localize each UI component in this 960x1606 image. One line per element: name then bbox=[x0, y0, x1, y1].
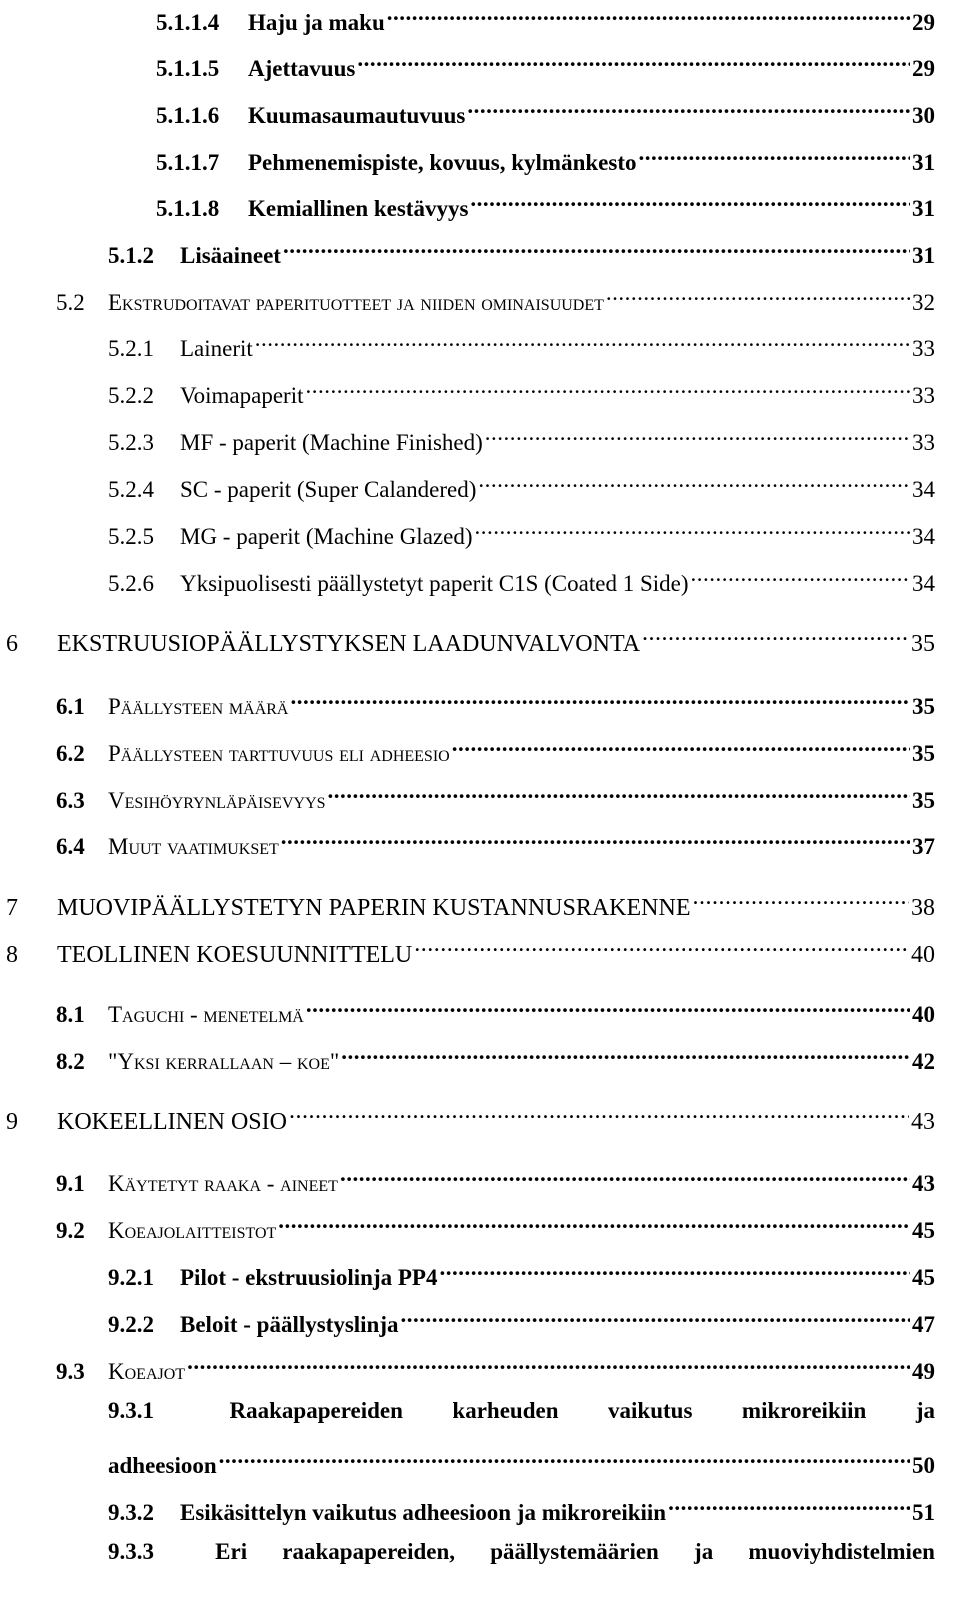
toc-entry bbox=[6, 885, 935, 921]
toc-page-number: 34 bbox=[912, 524, 935, 549]
dot-leader bbox=[283, 233, 910, 263]
toc-title-word: vaikutus bbox=[608, 1398, 693, 1423]
toc-title: Ekstrudoitavat paperituotteet ja niiden ominaisuudet bbox=[108, 290, 604, 315]
toc-title: Pilot - ekstruusiolinja PP4 bbox=[180, 1265, 438, 1290]
toc-number: 9.3.2 bbox=[108, 1500, 154, 1525]
toc-title: Yksipuolisesti päällystetyt paperit C1S (Coated 1 Side) bbox=[180, 571, 689, 596]
toc-number: 9.3.3 bbox=[108, 1539, 154, 1564]
toc-entry bbox=[56, 824, 935, 859]
toc-number: 9.2.1 bbox=[108, 1265, 154, 1290]
toc-number: 8.1 bbox=[56, 1002, 85, 1027]
dot-leader bbox=[281, 824, 910, 854]
toc-title: KOKEELLINEN OSIO bbox=[57, 1109, 287, 1135]
toc-title-word: muoviyhdistelmien bbox=[748, 1539, 935, 1564]
toc-number: 7 bbox=[6, 895, 18, 921]
toc-number: 9.2.2 bbox=[108, 1312, 154, 1337]
toc-title: Esikäsittelyn vaikutus adheesioon ja mikroreikiin bbox=[180, 1500, 667, 1525]
toc-title: Kemiallinen kestävyys bbox=[248, 196, 469, 221]
toc-title: MG - paperit (Machine Glazed) bbox=[180, 524, 473, 549]
dot-leader bbox=[638, 140, 910, 170]
toc-title: Haju ja maku bbox=[248, 10, 385, 35]
toc-page-number: 38 bbox=[911, 895, 935, 921]
toc-title: Muut vaatimukset bbox=[108, 834, 279, 859]
toc-title: Ajettavuus bbox=[248, 56, 356, 81]
toc-number: 5.2.4 bbox=[108, 477, 154, 502]
toc-entry-line1 bbox=[108, 1396, 935, 1426]
toc-entry bbox=[108, 561, 935, 596]
toc-title: SC - paperit (Super Calandered) bbox=[180, 477, 477, 502]
toc-title-word: raakapapereiden, bbox=[282, 1539, 456, 1564]
toc-entry bbox=[56, 684, 935, 719]
dot-leader bbox=[187, 1349, 910, 1379]
dot-leader bbox=[401, 1302, 910, 1332]
dot-leader bbox=[467, 93, 910, 123]
toc-title: Voimapaperit bbox=[180, 383, 304, 408]
toc-page-number: 33 bbox=[912, 336, 935, 361]
toc-number: 6.2 bbox=[56, 741, 85, 766]
toc-page-number: 33 bbox=[912, 383, 935, 408]
toc-entry bbox=[6, 621, 935, 657]
toc-title-word: ja bbox=[915, 1398, 935, 1423]
dot-leader bbox=[328, 778, 910, 808]
toc-page-number: 49 bbox=[912, 1359, 935, 1384]
toc-entry bbox=[108, 514, 935, 549]
dot-leader bbox=[606, 280, 910, 310]
toc-number: 6.4 bbox=[56, 834, 85, 859]
toc-number: 9.3 bbox=[56, 1359, 85, 1384]
dot-leader bbox=[668, 1490, 910, 1520]
dot-leader bbox=[306, 992, 910, 1022]
toc-number: 8.2 bbox=[56, 1049, 85, 1074]
toc-title: Käytetyt raaka - aineet bbox=[108, 1171, 338, 1196]
toc-entry bbox=[56, 992, 935, 1027]
toc-title: Koeajolaitteistot bbox=[108, 1218, 277, 1243]
toc-number: 5.2.1 bbox=[108, 336, 154, 361]
toc-title: adheesioon bbox=[108, 1453, 217, 1478]
dot-leader bbox=[691, 561, 911, 591]
dot-leader bbox=[340, 1161, 910, 1191]
toc-page-number: 40 bbox=[911, 942, 935, 968]
toc-number: 5.1.1.7 bbox=[156, 150, 220, 175]
toc-title: Taguchi - menetelmä bbox=[108, 1002, 304, 1027]
toc-entry-line2 bbox=[108, 1443, 935, 1478]
toc-page-number: 50 bbox=[912, 1453, 935, 1478]
toc-page-number: 35 bbox=[912, 694, 935, 719]
toc-page-number: 37 bbox=[912, 834, 935, 859]
toc-title-word: ja bbox=[694, 1539, 714, 1564]
toc-number: 9.1 bbox=[56, 1171, 85, 1196]
toc-entry bbox=[56, 731, 935, 766]
toc-page-number: 51 bbox=[912, 1500, 935, 1525]
toc-title: MUOVIPÄÄLLYSTETYN PAPERIN KUSTANNUSRAKENNE bbox=[57, 895, 691, 921]
toc-entry bbox=[6, 1099, 935, 1135]
dot-leader bbox=[485, 420, 910, 450]
dot-leader bbox=[306, 373, 911, 403]
toc-page-number: 33 bbox=[912, 430, 935, 455]
toc-number: 6.3 bbox=[56, 788, 85, 813]
toc-title: TEOLLINEN KOESUUNNITTELU bbox=[57, 942, 413, 968]
toc-number: 5.1.1.5 bbox=[156, 56, 220, 81]
toc-entry bbox=[6, 932, 935, 968]
toc-number: 5.2 bbox=[56, 290, 85, 315]
toc-title-word: Eri bbox=[215, 1539, 248, 1564]
dot-leader bbox=[219, 1443, 910, 1473]
dot-leader bbox=[439, 1255, 910, 1285]
toc-title: Päällysteen määrä bbox=[108, 694, 289, 719]
toc-number: 6 bbox=[6, 631, 18, 657]
toc-entry bbox=[156, 186, 935, 221]
toc-entry bbox=[56, 1349, 935, 1384]
toc-entry bbox=[108, 1490, 935, 1525]
toc-title-word: karheuden bbox=[452, 1398, 559, 1423]
dot-leader bbox=[341, 1039, 910, 1069]
toc-entry bbox=[156, 0, 935, 35]
dot-leader bbox=[291, 684, 911, 714]
toc-title: Vesihöyrynläpäisevyys bbox=[108, 788, 326, 813]
toc-number: 5.2.2 bbox=[108, 383, 154, 408]
toc-title: Kuumasaumautuvuus bbox=[248, 103, 466, 128]
toc-number: 5.2.6 bbox=[108, 571, 154, 596]
toc-entry bbox=[56, 1039, 935, 1074]
toc-entry bbox=[156, 93, 935, 128]
toc-title: MF - paperit (Machine Finished) bbox=[180, 430, 483, 455]
toc-title-word: mikroreikiin bbox=[741, 1398, 867, 1423]
toc-page-number: 31 bbox=[912, 243, 935, 268]
toc-page-number: 35 bbox=[912, 788, 935, 813]
toc-page-number: 35 bbox=[912, 741, 935, 766]
toc-entry bbox=[108, 1255, 935, 1290]
toc-title: Koeajot bbox=[108, 1359, 186, 1384]
toc-entry bbox=[56, 778, 935, 813]
toc-page-number: 29 bbox=[912, 56, 935, 81]
toc-title: Beloit - päällystyslinja bbox=[180, 1312, 399, 1337]
toc-title: Päällysteen tarttuvuus eli adheesio bbox=[108, 741, 450, 766]
toc-title-word: päällystemäärien bbox=[490, 1539, 659, 1564]
toc-entry bbox=[108, 326, 935, 361]
dot-leader bbox=[692, 885, 909, 915]
toc-number: 9.2 bbox=[56, 1218, 85, 1243]
toc-page-number: 32 bbox=[912, 290, 935, 315]
toc-page-number: 30 bbox=[912, 103, 935, 128]
dot-leader bbox=[478, 467, 910, 497]
dot-leader bbox=[289, 1099, 909, 1129]
toc-entry bbox=[108, 233, 935, 268]
toc-page-number: 45 bbox=[912, 1218, 935, 1243]
toc-entry bbox=[108, 373, 935, 408]
toc-number: 5.1.1.8 bbox=[156, 196, 220, 221]
toc-title: "Yksi kerrallaan – koe" bbox=[108, 1049, 340, 1074]
toc-entry bbox=[108, 1302, 935, 1337]
toc-page-number: 42 bbox=[912, 1049, 935, 1074]
toc-page-number: 34 bbox=[912, 571, 935, 596]
toc-page-number: 35 bbox=[911, 631, 935, 657]
dot-leader bbox=[642, 621, 909, 651]
dot-leader bbox=[452, 731, 910, 761]
toc-entry bbox=[108, 420, 935, 455]
toc-title: Lisäaineet bbox=[180, 243, 281, 268]
toc-page-number: 47 bbox=[912, 1312, 935, 1337]
toc-number: 5.2.5 bbox=[108, 524, 154, 549]
dot-leader bbox=[278, 1208, 910, 1238]
toc-number: 5.1.1.4 bbox=[156, 10, 220, 35]
toc-entry bbox=[56, 280, 935, 315]
toc-page-number: 31 bbox=[912, 150, 935, 175]
toc-page-number: 43 bbox=[912, 1171, 935, 1196]
toc-number: 8 bbox=[6, 942, 18, 968]
toc-title: EKSTRUUSIOPÄÄLLYSTYKSEN LAADUNVALVONTA bbox=[57, 631, 641, 657]
toc-page-number: 31 bbox=[912, 196, 935, 221]
toc-page-number: 34 bbox=[912, 477, 935, 502]
toc-number: 9.3.1 bbox=[108, 1398, 154, 1423]
toc-entry-line1 bbox=[108, 1537, 935, 1567]
toc-entry bbox=[56, 1161, 935, 1196]
dot-leader bbox=[470, 186, 910, 216]
toc-title-word: Raakapapereiden bbox=[229, 1398, 403, 1423]
dot-leader bbox=[387, 0, 910, 30]
toc-page-number: 29 bbox=[912, 10, 935, 35]
dot-leader bbox=[255, 326, 910, 356]
toc-number: 5.1.1.6 bbox=[156, 103, 220, 128]
toc-entry bbox=[108, 467, 935, 502]
toc-title: Pehmenemispiste, kovuus, kylmänkesto bbox=[248, 150, 637, 175]
dot-leader bbox=[414, 932, 909, 962]
toc-page-number: 45 bbox=[912, 1265, 935, 1290]
dot-leader bbox=[475, 514, 911, 544]
toc-page-number: 40 bbox=[912, 1002, 935, 1027]
toc-entry bbox=[156, 46, 935, 81]
toc-number: 5.2.3 bbox=[108, 430, 154, 455]
dot-leader bbox=[357, 46, 910, 76]
toc-number: 9 bbox=[6, 1109, 18, 1135]
toc-title: Lainerit bbox=[180, 336, 253, 361]
toc-entry bbox=[156, 140, 935, 175]
toc-entry bbox=[56, 1208, 935, 1243]
toc-number: 5.1.2 bbox=[108, 243, 154, 268]
toc-page-number: 43 bbox=[911, 1109, 935, 1135]
toc-number: 6.1 bbox=[56, 694, 85, 719]
